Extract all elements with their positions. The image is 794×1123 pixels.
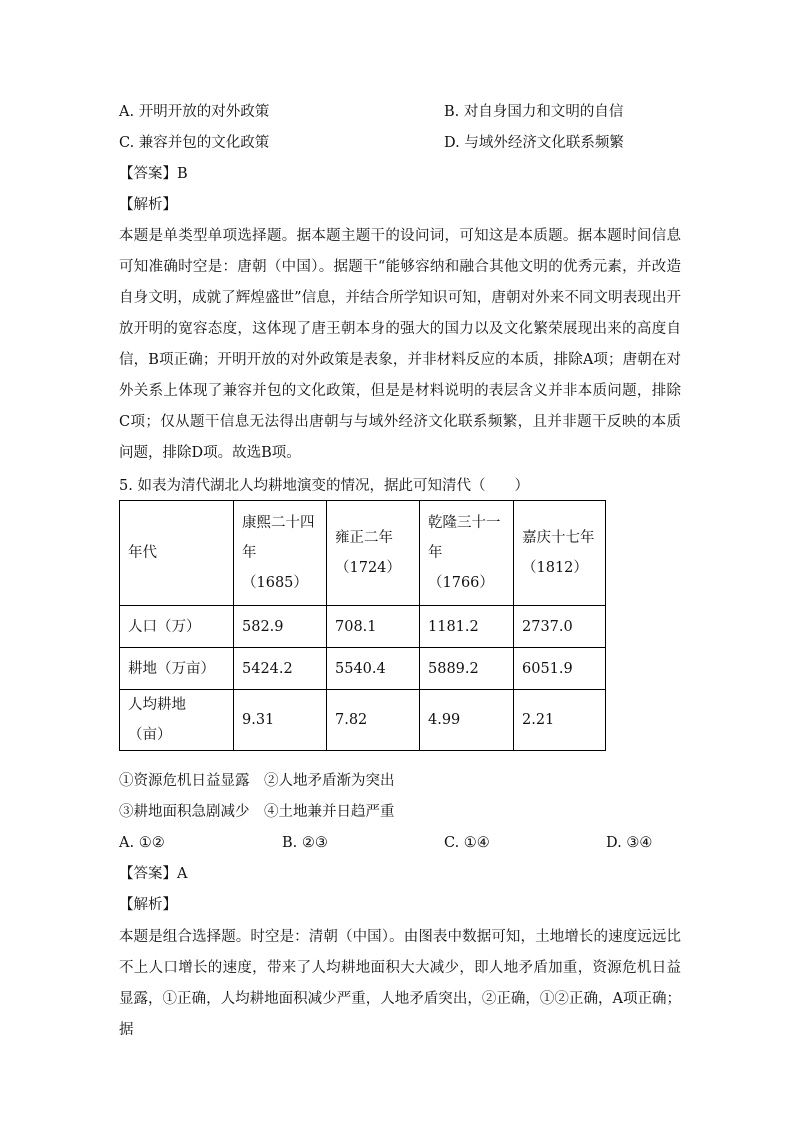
header-cell-qianlong bbox=[420, 501, 514, 606]
table-cell: 708.1 bbox=[327, 606, 420, 648]
row-label bbox=[120, 690, 234, 751]
q5-option-b: B. ②③ bbox=[282, 835, 328, 851]
q5-statements-line2: ③耕地面积急剧减少 ④土地兼并日趋严重 bbox=[119, 804, 395, 820]
header-text: 乾隆三十一 bbox=[428, 515, 501, 531]
table-row-farmland bbox=[120, 648, 606, 690]
table-cell: 582.9 bbox=[234, 606, 327, 648]
q5-analysis-text: 本题是组合选择题。时空是：清朝（中国）。由图表中数据可知，土地增长的速度远远比不上人口增长的速度，带来了人均耕地面积大大减少，即人地矛盾加重，资源危机日益显露，①正确，人均耕地面积减少严重，人地矛盾突出，②正确，①②正确，A项正确；据 bbox=[119, 929, 681, 1038]
q4-analysis-text: 本题是单类型单项选择题。据本题主题干的设问词，可知这是本质题。据本题时间信息可知准确时空是：唐朝（中国）。据题干“能够容纳和融合其他文明的优秀元素，并改造自身文明，成就了辉煌盛世”信息，并结合所学知识可知，唐朝对外来不同文明表现出开放开明的宽容态度，这体现了唐王朝本身的强大的国力以及文化繁荣展现出来的高度自信，B项正确；开明开放的对外政策是表象，并非材料反应的本质，排除A项；唐朝在对外关系上体现了兼容并包的文化政策，但是是材料说明的表层含义并非本质问题，排除C项；仅从题干信息无法得出唐朝与与域外经济文化联系频繁，且并非题干反映的本质问题，排除D项。故选B项。 bbox=[119, 228, 681, 461]
header-text: 年 bbox=[242, 545, 257, 561]
table-cell: 9.31 bbox=[234, 690, 327, 751]
header-text: 年 bbox=[428, 545, 443, 561]
q4-analysis-label: 【解析】 bbox=[119, 197, 177, 213]
q5-option-a: A. ①② bbox=[119, 835, 165, 851]
table-cell: 4.99 bbox=[420, 690, 514, 751]
q4-answer: 【答案】B bbox=[119, 166, 188, 182]
q4-option-b: B. 对自身国力和文明的自信 bbox=[444, 104, 624, 120]
table-header-row bbox=[120, 501, 606, 606]
header-cell-jiaqing bbox=[514, 501, 606, 606]
header-label-cell bbox=[120, 501, 234, 606]
header-cell-yongzheng bbox=[327, 501, 420, 606]
q4-option-a: A. 开明开放的对外政策 bbox=[119, 104, 270, 120]
q5-analysis-label: 【解析】 bbox=[119, 897, 177, 913]
header-text: 康熙二十四 bbox=[242, 515, 315, 531]
table-row-population bbox=[120, 606, 606, 648]
table-cell: 2737.0 bbox=[514, 606, 606, 648]
row-label-line: （亩） bbox=[128, 727, 172, 743]
table-cell: 5889.2 bbox=[420, 648, 514, 690]
table-row-per-capita bbox=[120, 690, 606, 751]
header-label: 年代 bbox=[128, 545, 157, 561]
table-cell: 2.21 bbox=[514, 690, 606, 751]
row-label: 人口（万） bbox=[120, 606, 234, 648]
header-text: （1766） bbox=[428, 575, 494, 591]
row-label-line: 人均耕地 bbox=[128, 697, 186, 713]
table-cell: 7.82 bbox=[327, 690, 420, 751]
header-text: 雍正二年 bbox=[335, 530, 393, 546]
header-text: 嘉庆十七年 bbox=[522, 530, 595, 546]
q4-option-c: C. 兼容并包的文化政策 bbox=[119, 135, 270, 151]
q5-option-d: D. ③④ bbox=[606, 835, 653, 851]
header-text: （1685） bbox=[242, 575, 308, 591]
q5-stem: 5. 如表为清代湖北人均耕地演变的情况，据此可知清代（ ） bbox=[119, 478, 529, 494]
header-text: （1724） bbox=[335, 560, 401, 576]
header-cell-kangxi bbox=[234, 501, 327, 606]
table-cell: 6051.9 bbox=[514, 648, 606, 690]
q5-statements-line1: ①资源危机日益显露 ②人地矛盾渐为突出 bbox=[119, 773, 395, 789]
table-cell: 5540.4 bbox=[327, 648, 420, 690]
q5-answer: 【答案】A bbox=[119, 866, 188, 882]
row-label: 耕地（万亩） bbox=[120, 648, 234, 690]
table-cell: 5424.2 bbox=[234, 648, 327, 690]
q5-option-c: C. ①④ bbox=[444, 835, 490, 851]
table-cell: 1181.2 bbox=[420, 606, 514, 648]
q4-option-d: D. 与域外经济文化联系频繁 bbox=[444, 135, 624, 151]
header-text: （1812） bbox=[522, 560, 588, 576]
q5-data-table bbox=[119, 500, 606, 751]
